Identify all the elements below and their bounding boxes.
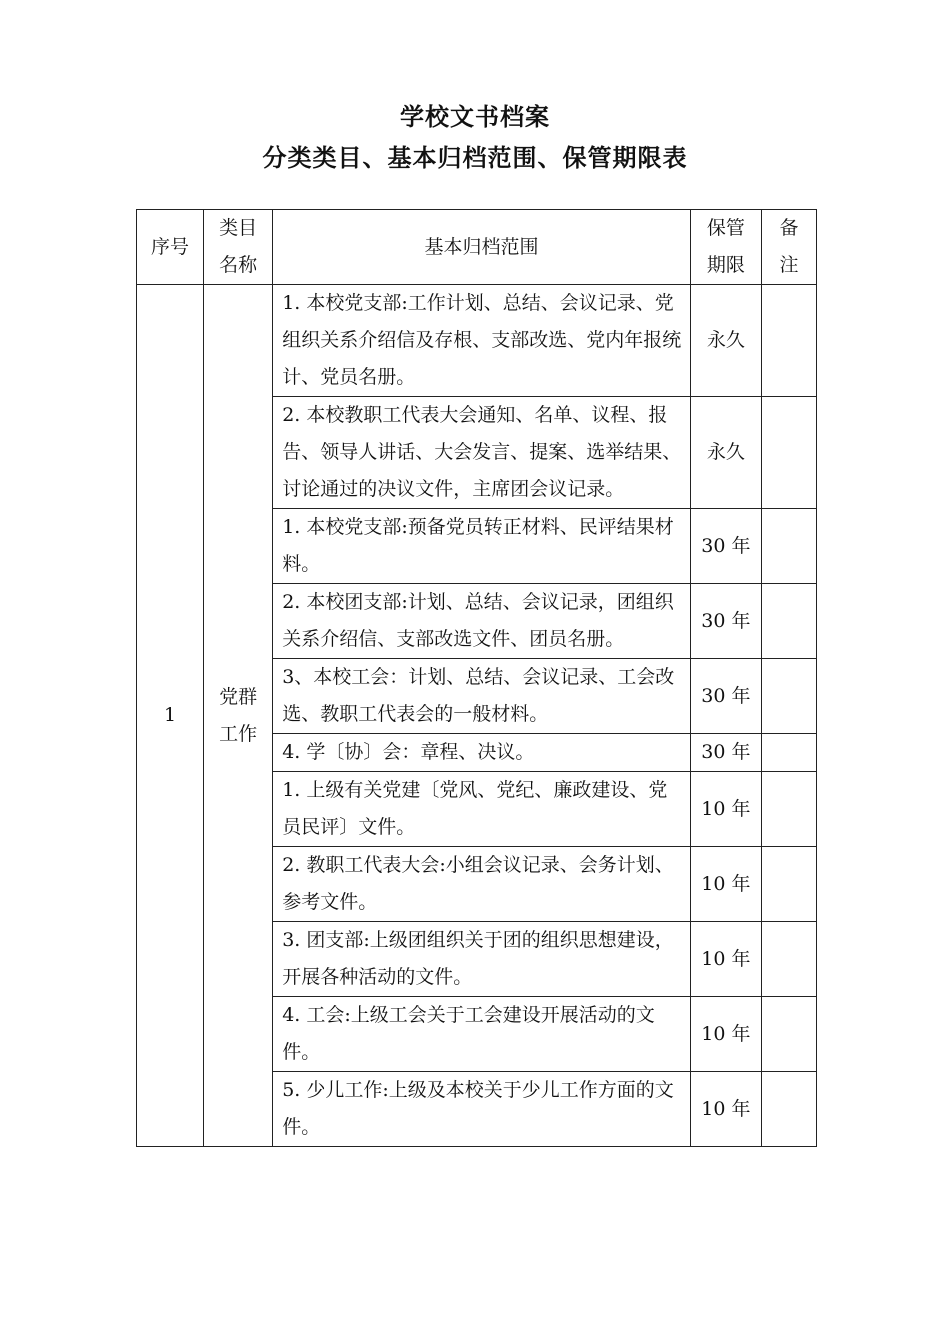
- header-note: [761, 210, 816, 285]
- note-cell: [761, 734, 816, 772]
- group-category-line2: 工作: [219, 722, 258, 745]
- scope-cell: 4. 学〔协〕会：章程、决议。: [273, 734, 691, 772]
- note-cell: [761, 847, 816, 922]
- group-no: 1: [137, 285, 204, 1147]
- note-cell: [761, 1072, 816, 1147]
- scope-cell: 2. 本校教职工代表大会通知、名单、议程、报告、领导人讲话、大会发言、提案、选举结果、讨论通过的决议文件，主席团会议记录。: [273, 397, 691, 509]
- keep-cell: 30 年: [690, 659, 761, 734]
- keep-cell: 10 年: [690, 1072, 761, 1147]
- header-category-line2: 名称: [219, 254, 258, 276]
- keep-cell: 10 年: [690, 997, 761, 1072]
- header-keep-line1: 保管: [706, 217, 745, 239]
- keep-cell: 10 年: [690, 772, 761, 847]
- header-keep: [690, 210, 761, 285]
- header-scope: 基本归档范围: [273, 210, 691, 285]
- table-header-row: [137, 210, 817, 285]
- note-cell: [761, 509, 816, 584]
- note-cell: [761, 997, 816, 1072]
- header-category: [204, 210, 273, 285]
- table-row: [137, 285, 817, 397]
- keep-cell: 永久: [690, 285, 761, 397]
- header-note-line2: 注: [779, 254, 799, 276]
- scope-cell: 2. 教职工代表大会:小组会议记录、会务计划、参考文件。: [273, 847, 691, 922]
- group-category-line1: 党群: [219, 685, 258, 708]
- scope-cell: 1. 本校党支部:工作计划、总结、会议记录、党组织关系介绍信及存根、支部改选、党内年报统计、党员名册。: [273, 285, 691, 397]
- scope-cell: 3. 团支部:上级团组织关于团的组织思想建设，开展各种活动的文件。: [273, 922, 691, 997]
- archive-table: [136, 209, 817, 1147]
- note-cell: [761, 397, 816, 509]
- header-no: 序号: [137, 210, 204, 285]
- scope-cell: 5. 少儿工作:上级及本校关于少儿工作方面的文件。: [273, 1072, 691, 1147]
- group-category: [204, 285, 273, 1147]
- header-note-line1: 备: [779, 217, 799, 239]
- note-cell: [761, 659, 816, 734]
- keep-cell: 30 年: [690, 584, 761, 659]
- keep-cell: 30 年: [690, 509, 761, 584]
- document-subtitle: 分类类目、基本归档范围、保管期限表: [262, 143, 688, 172]
- keep-cell: 10 年: [690, 922, 761, 997]
- scope-cell: 2. 本校团支部:计划、总结、会议记录，团组织关系介绍信、支部改选文件、团员名册。: [273, 584, 691, 659]
- note-cell: [761, 772, 816, 847]
- header-keep-line2: 期限: [706, 254, 745, 276]
- note-cell: [761, 285, 816, 397]
- scope-cell: 4. 工会:上级工会关于工会建设开展活动的文件。: [273, 997, 691, 1072]
- keep-cell: 10 年: [690, 847, 761, 922]
- keep-cell: 30 年: [690, 734, 761, 772]
- note-cell: [761, 584, 816, 659]
- keep-cell: 永久: [690, 397, 761, 509]
- scope-cell: 1. 本校党支部:预备党员转正材料、民评结果材料。: [273, 509, 691, 584]
- header-category-line1: 类目: [219, 217, 258, 239]
- scope-cell: 3、本校工会：计划、总结、会议记录、工会改选、教职工代表会的一般材料。: [273, 659, 691, 734]
- note-cell: [761, 922, 816, 997]
- document-title: 学校文书档案: [400, 102, 550, 131]
- scope-cell: 1. 上级有关党建〔党风、党纪、廉政建设、党员民评〕文件。: [273, 772, 691, 847]
